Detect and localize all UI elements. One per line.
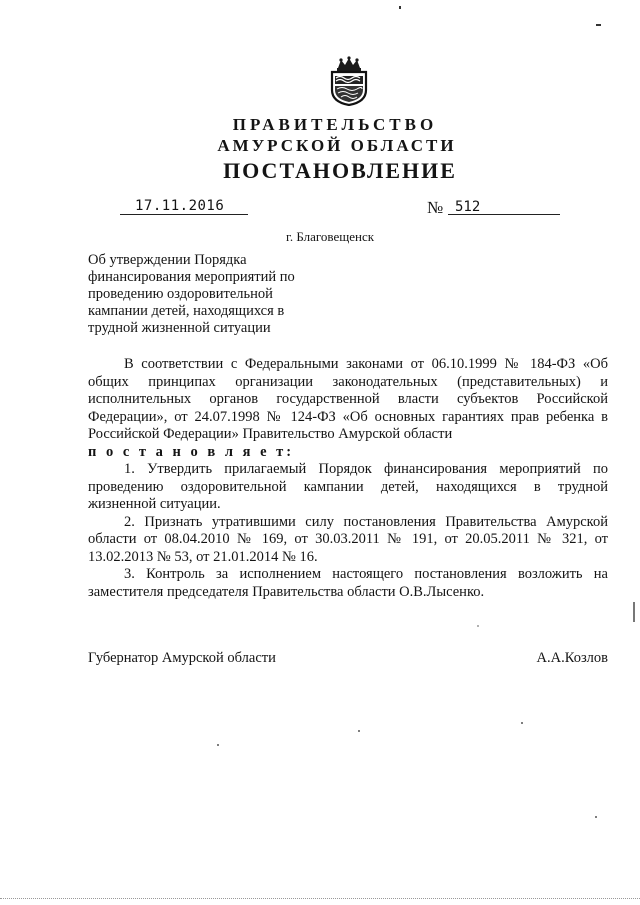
signatory-position: Губернатор Амурской области [88,650,276,666]
preamble-paragraph [88,356,608,444]
resolves-heading: п о с т а н о в л я е т: [88,443,295,460]
item-3-paragraph [88,566,608,601]
text-line: исполнительных органов государственной власти субъектов Российской [88,391,608,407]
text-line: жизненной ситуации. [88,496,221,512]
subject-line: трудной жизненной ситуации [88,320,271,336]
text-line: области от 08.04.2010 № 169, от 30.03.2011 № 191, от 20.05.2011 № 321, от [88,531,608,547]
coat-of-arms-emblem-icon [326,56,372,106]
scan-artifact [633,602,635,622]
city-location: г. Благовещенск [285,229,375,244]
document-number: 512 [455,199,481,215]
number-underline [448,214,560,215]
text-line: проведению оздоровительной кампании детей, находящихся в трудной [88,478,608,495]
scan-artifact [358,730,360,732]
subject-line: кампании детей, находящихся в [88,303,285,319]
text-line: общих принципах организации законодательных (представительных) и [88,373,608,390]
scan-artifact [596,24,601,26]
text-line: В соответствии с Федеральными законами от 06.10.1999 № 184-ФЗ «Об [124,356,608,372]
subject-line: финансирования мероприятий по [88,269,295,285]
signatory-name: А.А.Козлов [536,650,608,666]
subject-line: проведению оздоровительной [88,286,273,302]
date-underline [120,214,248,215]
number-sign: № [427,198,444,217]
text-line: 3. Контроль за исполнением настоящего постановления возложить на [124,566,608,582]
document-body [88,356,608,601]
organization-name-line1: ПРАВИТЕЛЬСТВО [232,115,438,134]
organization-name-line2: АМУРСКОЙ ОБЛАСТИ [217,136,457,155]
item-2-paragraph [88,514,608,567]
item-1-paragraph [88,461,608,514]
document-subject [88,252,338,337]
text-line: заместителя председателя Правительства области О.В.Лысенко. [88,583,485,600]
document-type-title: ПОСТАНОВЛЕНИЕ [223,158,457,183]
text-line: 1. Утвердить прилагаемый Порядок финансирования мероприятий по [124,461,608,477]
scan-artifact [217,744,219,746]
text-line: 2. Признать утратившими силу постановления Правительства Амурской [124,513,608,530]
text-line: Российской Федерации» Правительство Амурской области [88,426,453,442]
scan-artifact [477,625,479,627]
scan-artifact [521,722,523,724]
text-line: 13.02.2013 № 53, от 21.01.2014 № 16. [88,548,318,565]
text-line: Федерации», от 24.07.1998 № 124-ФЗ «Об основных гарантиях прав ребенка в [88,408,608,425]
scan-artifact [399,6,401,9]
scan-edge [0,898,640,900]
document-date: 17.11.2016 [135,198,225,214]
subject-line: Об утверждении Порядка [88,252,247,268]
scan-artifact [595,816,597,818]
